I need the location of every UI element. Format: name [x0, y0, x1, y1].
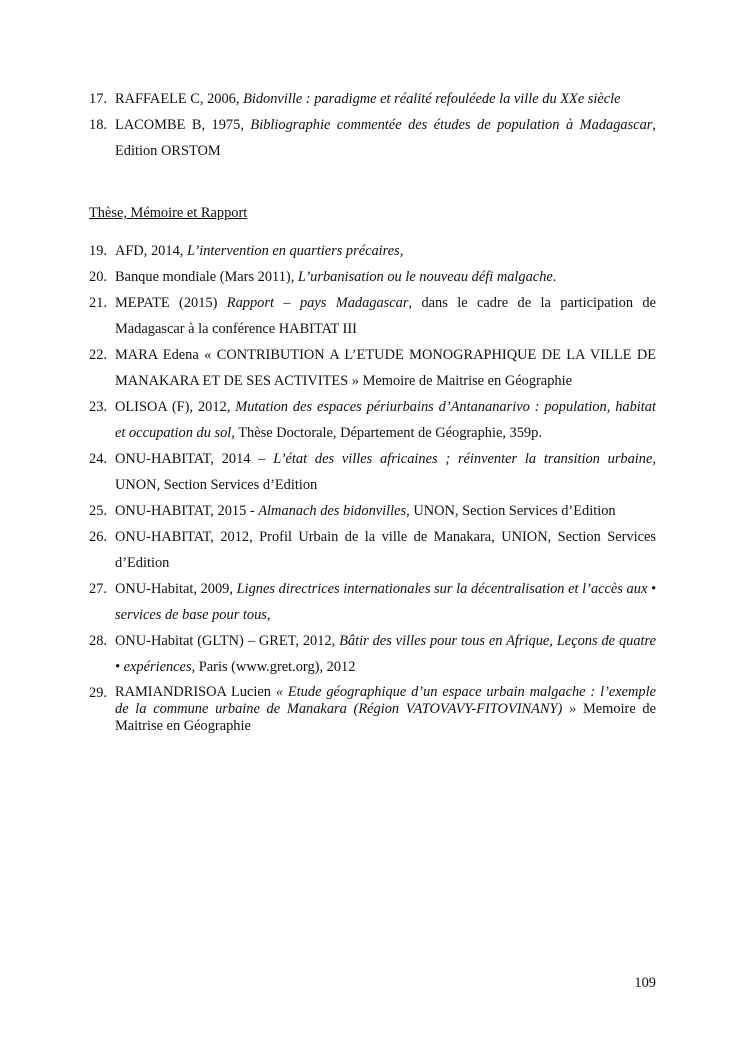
reference-number: 25. [89, 503, 107, 519]
reference-text: MARA Edena « CONTRIBUTION A L’ETUDE MONOGRAPHIQUE DE LA VILLE DE MANAKARA ET DE SES ACTIVITES » Memoire de Maitrise en Géographie [115, 347, 656, 389]
reference-number: 23. [89, 399, 107, 415]
reference-text: ONU-HABITAT, 2012, Profil Urbain de la ville de Manakara, UNION, Section Services d’Edition [115, 529, 656, 571]
reference-entry [89, 86, 656, 112]
reference-entry [89, 524, 656, 576]
reference-entry [89, 680, 656, 735]
reference-entry [89, 342, 656, 394]
section-heading: Thèse, Mémoire et Rapport [89, 205, 248, 221]
reference-entry [89, 576, 656, 628]
reference-number: 22. [89, 347, 107, 363]
reference-text: Banque mondiale (Mars 2011), L’urbanisation ou le nouveau défi malgache. [115, 269, 557, 285]
reference-number: 19. [89, 243, 107, 259]
reference-text: RAMIANDRISOA Lucien « Etude géographique d’un espace urbain malgache : l’exemple de la commune urbaine de Manakara (Région VATOVAVY-FITOVINANY) » Memoire de Maitrise en Géographie [115, 684, 657, 734]
reference-number: 18. [89, 117, 107, 133]
reference-text: ONU-Habitat, 2009, Lignes directrices internationales sur la décentralisation et l’accès aux • services de base pour tous, [115, 581, 657, 623]
reference-entry [89, 446, 656, 498]
reference-entry [89, 498, 656, 524]
reference-entry [89, 628, 656, 680]
reference-text: AFD, 2014, L’intervention en quartiers précaires, [115, 243, 404, 259]
reference-number: 24. [89, 451, 107, 467]
reference-text: RAFFAELE C, 2006, Bidonville : paradigme et réalité refouléede la ville du XXe siècle [115, 91, 621, 107]
reference-number: 20. [89, 269, 107, 285]
reference-number: 28. [89, 633, 107, 649]
reference-entry [89, 264, 656, 290]
reference-number: 21. [89, 295, 107, 311]
page-number: 109 [634, 975, 656, 991]
reference-text: ONU-Habitat (GLTN) – GRET, 2012, Bâtir des villes pour tous en Afrique, Leçons de quatre • expériences, Paris (www.gret.org), 2012 [115, 633, 656, 675]
reference-entry [89, 238, 656, 264]
reference-number: 29. [89, 685, 107, 701]
reference-text: OLISOA (F), 2012, Mutation des espaces périurbains d’Antananarivo : population, habitat et occupation du sol, Thèse Doctorale, Département de Géographie, 359p. [115, 399, 656, 441]
reference-number: 27. [89, 581, 107, 597]
reference-entry [89, 290, 656, 342]
reference-number: 17. [89, 91, 107, 107]
reference-entry [89, 394, 656, 446]
reference-number: 26. [89, 529, 107, 545]
reference-entry [89, 112, 656, 164]
reference-text: ONU-HABITAT, 2015 - Almanach des bidonvilles, UNON, Section Services d’Edition [115, 503, 616, 519]
reference-text: MEPATE (2015) Rapport – pays Madagascar, dans le cadre de la participation de Madagascar à la conférence HABITAT III [115, 295, 656, 337]
reference-text: LACOMBE B, 1975, Bibliographie commentée des études de population à Madagascar, Edition ORSTOM [115, 117, 656, 159]
reference-text: ONU-HABITAT, 2014 – L’état des villes africaines ; réinventer la transition urbaine, UNON, Section Services d’Edition [115, 451, 656, 493]
